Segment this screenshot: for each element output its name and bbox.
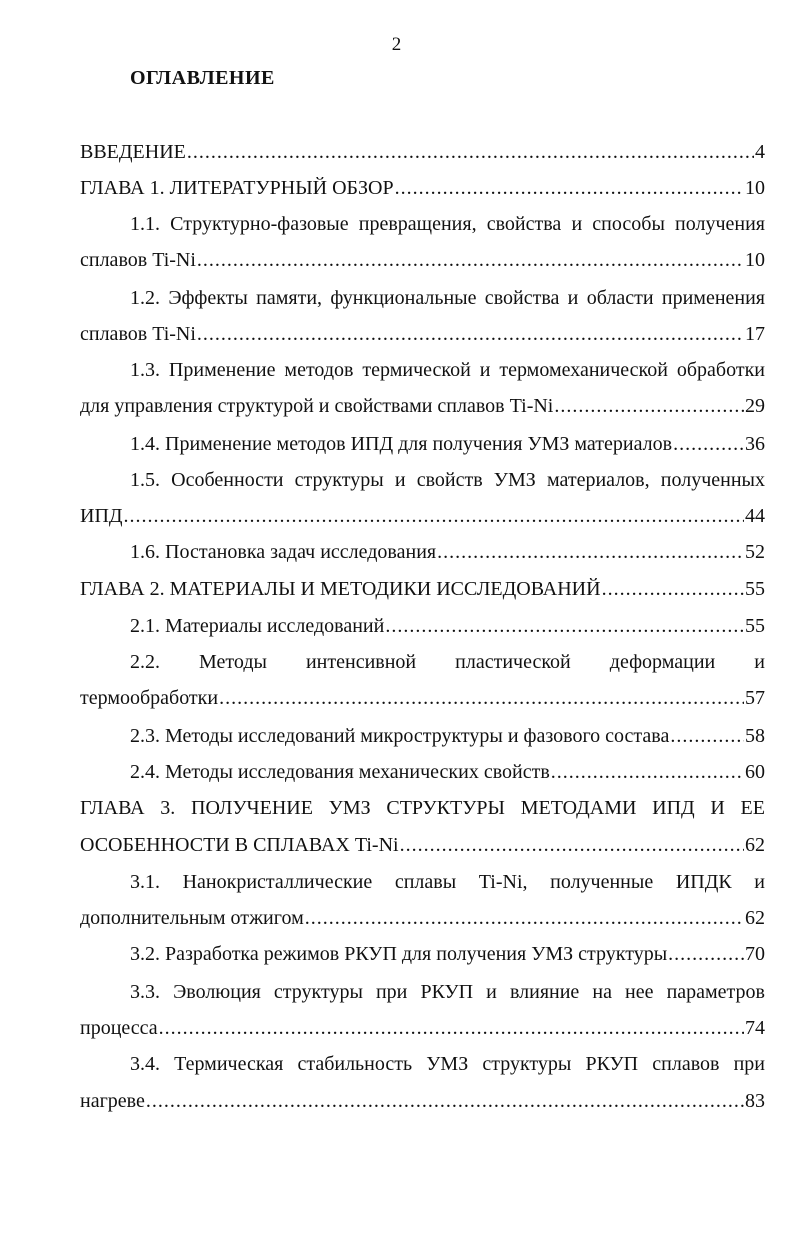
toc-entry-text: 1.4. Применение методов ИПД для получения УМЗ материалов [130,433,673,455]
leader-dots [437,540,744,564]
toc-page-number: 52 [745,541,765,563]
toc-page-number: 83 [745,1090,765,1112]
leader-dots [385,614,744,638]
leader-dots [602,577,744,601]
leader-dots [551,760,744,784]
toc-entry-text: ГЛАВА 2. МАТЕРИАЛЫ И МЕТОДИКИ ИССЛЕДОВАНИЙ [80,578,601,600]
leader-dots [124,504,744,528]
toc-entry-1-3-line-1[interactable]: 1.3. Применение методов термической и термомеханической обработки [130,359,765,381]
toc-page-number: 29 [745,395,765,417]
leader-dots [670,724,744,748]
toc-entry-1-1-line-1[interactable]: 1.1. Структурно-фазовые превращения, свойства и способы получения [130,213,765,235]
toc-entry-text: процесса [80,1017,158,1039]
leader-dots [146,1089,744,1113]
toc-entry-3-1-line-1[interactable]: 3.1. Нанокристаллические сплавы Ti-Ni, полученные ИПДК и [130,871,765,893]
toc-entry-3-4-line-1[interactable]: 3.4. Термическая стабильность УМЗ структуры РКУП сплавов при [130,1053,765,1075]
toc-entry-text: ВВЕДЕНИЕ [80,141,186,163]
leader-dots [197,248,744,272]
toc-entry-chapter-1[interactable] [80,176,765,200]
toc-entry-text: сплавов Ti-Ni [80,249,196,271]
toc-entry-2-2[interactable] [80,686,765,710]
toc-entry-1-6[interactable] [80,540,765,564]
toc-page-number: 62 [745,834,765,856]
toc-entry-1-3[interactable] [80,394,765,418]
toc-entry-text: 3.2. Разработка режимов РКУП для получения УМЗ структуры [130,943,668,965]
toc-entry-2-1[interactable] [80,614,765,638]
toc-entry-text: сплавов Ti-Ni [80,323,196,345]
toc-page-number: 44 [745,505,765,527]
leader-dots [673,432,744,456]
toc-entry-1-4[interactable] [80,432,765,456]
toc-entry-text: ИПД [80,505,123,527]
toc-entry-chapter-3[interactable] [80,833,765,857]
toc-entry-3-3[interactable] [80,1016,765,1040]
toc-entry-3-2[interactable] [80,942,765,966]
toc-entry-3-3-line-1[interactable]: 3.3. Эволюция структуры при РКУП и влияние на нее параметров [130,981,765,1003]
leader-dots [197,322,744,346]
toc-entry-1-5[interactable] [80,504,765,528]
toc-entry-text: 2.4. Методы исследования механических свойств [130,761,550,783]
toc-entry-text: для управления структурой и свойствами сплавов Ti-Ni [80,395,554,417]
toc-page-number: 58 [745,725,765,747]
toc-entry-3-1[interactable] [80,906,765,930]
toc-page-number: 10 [745,249,765,271]
toc-entry-1-2-line-1[interactable]: 1.2. Эффекты памяти, функциональные свойства и области применения [130,287,765,309]
toc-page-number: 55 [745,578,765,600]
toc-entry-2-2-line-1[interactable]: 2.2. Методы интенсивной пластической деформации и [130,651,765,673]
toc-entry-text: 2.3. Методы исследований микроструктуры и фазового состава [130,725,670,747]
toc-entry-2-4[interactable] [80,760,765,784]
toc-page-number: 70 [745,943,765,965]
toc-entry-text: 1.6. Постановка задач исследования [130,541,437,563]
leader-dots [219,686,744,710]
page-number: 2 [391,34,402,55]
leader-dots [554,394,744,418]
toc-page-number: 55 [745,615,765,637]
toc-page-number: 10 [745,177,765,199]
toc-entry-1-2[interactable] [80,322,765,346]
toc-entry-text: 2.1. Материалы исследований [130,615,385,637]
toc-entry-1-5-line-1[interactable]: 1.5. Особенности структуры и свойств УМЗ материалов, полученных [130,469,765,491]
toc-entry-text: нагреве [80,1090,145,1112]
toc-entry-text: дополнительным отжигом [80,907,304,929]
toc-page-number: 17 [745,323,765,345]
leader-dots [305,906,744,930]
toc-entry-chapter-2[interactable] [80,577,765,601]
toc-page-number: 74 [745,1017,765,1039]
toc-page-number: 4 [755,141,765,163]
toc-entry-introduction[interactable] [80,140,765,164]
toc-page-number: 57 [745,687,765,709]
toc-entry-text: ГЛАВА 1. ЛИТЕРАТУРНЫЙ ОБЗОР [80,177,394,199]
leader-dots [668,942,744,966]
leader-dots [187,140,754,164]
toc-entry-chapter-3-line-1[interactable]: ГЛАВА 3. ПОЛУЧЕНИЕ УМЗ СТРУКТУРЫ МЕТОДАМИ ИПД И ЕЕ [80,797,765,819]
leader-dots [395,176,744,200]
leader-dots [400,833,744,857]
toc-entry-1-1[interactable] [80,248,765,272]
toc-title: ОГЛАВЛЕНИЕ [130,67,275,89]
toc-page-number: 62 [745,907,765,929]
leader-dots [159,1016,744,1040]
toc-page-number: 60 [745,761,765,783]
toc-entry-3-4[interactable] [80,1089,765,1113]
toc-page-number: 36 [745,433,765,455]
toc-entry-text: термообработки [80,687,219,709]
toc-entry-text: ОСОБЕННОСТИ В СПЛАВАХ Ti-Ni [80,834,399,856]
toc-entry-2-3[interactable] [80,724,765,748]
